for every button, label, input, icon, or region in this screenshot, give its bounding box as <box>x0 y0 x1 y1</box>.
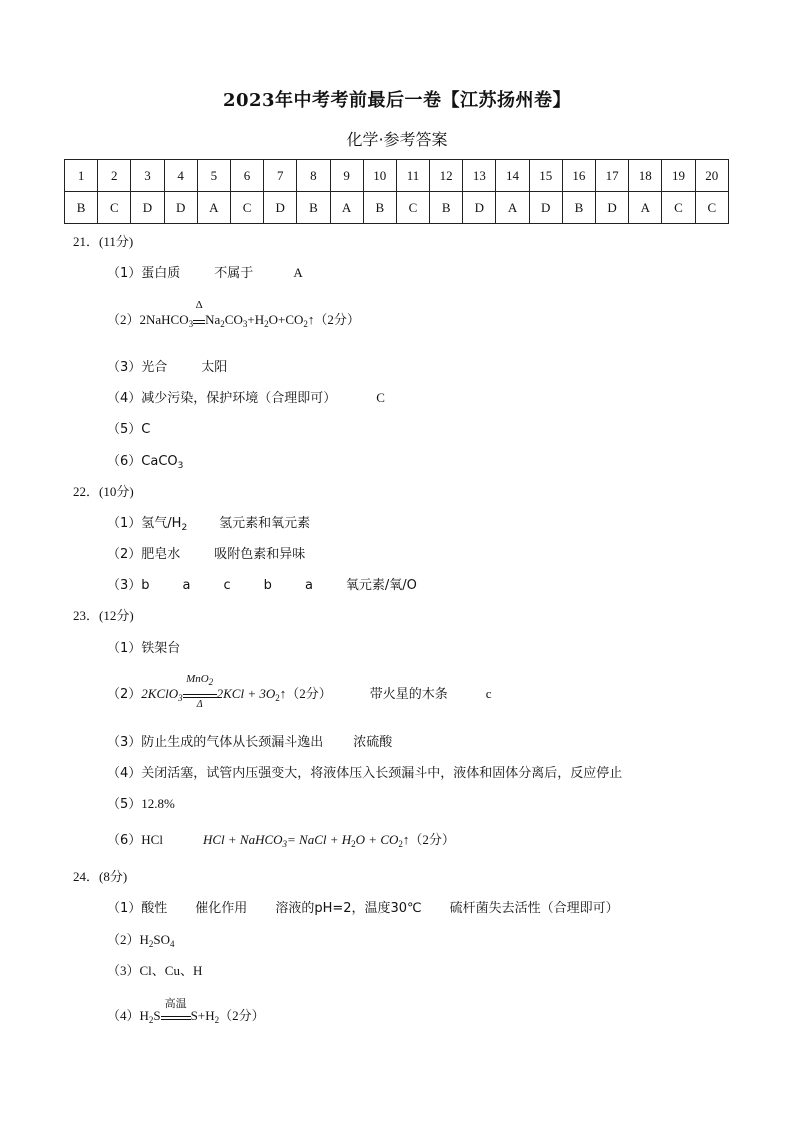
answer-table-number-cell: 11 <box>396 160 429 192</box>
answer-table-number-cell: 5 <box>197 160 230 192</box>
answer-table-answer-cell: D <box>596 192 629 224</box>
q24-line-4: $(4)H_2S$ 高温 $S+H_2(2$分） <box>107 998 265 1025</box>
answer-table-answer-cell: B <box>65 192 98 224</box>
answer-table-answer-cell: C <box>98 192 131 224</box>
answer-table-number-cell: 1 <box>65 160 98 192</box>
answer-table-answer-cell: B <box>562 192 595 224</box>
q24-line-3: （3）Cl、Cu、H <box>107 963 203 978</box>
q22-header: 22．(10分) <box>73 484 134 499</box>
answer-table-number-cell: 8 <box>297 160 330 192</box>
answer-table-answer-cell: A <box>330 192 363 224</box>
q21-line-5: （5）C <box>107 422 151 437</box>
q21-header: 21．(11分) <box>73 234 134 249</box>
answer-table-answer-row <box>65 192 729 224</box>
q23-header: 23．(12分) <box>73 608 134 623</box>
answer-table-answer-cell: A <box>629 192 662 224</box>
answer-table-number-cell: 3 <box>131 160 164 192</box>
answer-table-answer-cell: C <box>662 192 695 224</box>
q23-line-3: （3）防止生成的气体从长颈漏斗逸出 浓硫酸 <box>107 735 393 750</box>
q24-line-2: $(2)H_2SO_4$ <box>107 932 175 949</box>
answer-table-answer-cell: D <box>164 192 197 224</box>
answer-table-number-cell: 12 <box>430 160 463 192</box>
answer-table-answer-cell: C <box>695 192 728 224</box>
answer-table-answer-cell: B <box>297 192 330 224</box>
answer-table-answer-cell: C <box>230 192 263 224</box>
answer-table-number-cell: 10 <box>363 160 396 192</box>
answer-table-answer-cell: A <box>496 192 529 224</box>
q24-header: 24．(8分) <box>73 869 128 884</box>
page-subtitle: 化学·参考答案 <box>346 130 448 149</box>
q21-line-2: （2）2NaHCO$_3$ Δ $Na_2CO_3+H_2O+CO_2↑(2$分） <box>107 299 360 329</box>
answer-table-number-cell: 18 <box>629 160 662 192</box>
q24-line-1: （1）酸性 催化作用 溶液的pH=2，温度30℃ 硫杆菌失去活性（合理即可） <box>107 901 619 916</box>
answer-table-answer-cell: D <box>264 192 297 224</box>
answer-table-number-cell: 16 <box>562 160 595 192</box>
answer-table-number-cell: 20 <box>695 160 728 192</box>
q23-line-2: （2）2KClO$_3$ MnO$_2$ Δ $2KCl + 3O_2↑(2$分） 带火星的木条 c <box>107 673 492 710</box>
answer-table-number-cell: 14 <box>496 160 529 192</box>
answer-table-answer-cell: B <box>363 192 396 224</box>
q21-line-1: （1）蛋白质 不属于 A <box>107 265 303 281</box>
answer-table-answer-cell: D <box>529 192 562 224</box>
page-title: 2023年中考考前最后一卷【江苏扬州卷】 <box>222 90 572 111</box>
answer-table-number-cell: 4 <box>164 160 197 192</box>
answer-table <box>64 159 729 224</box>
q21-line-6: （6）CaCO$_3$ <box>107 454 184 471</box>
answer-table-answer-cell: D <box>131 192 164 224</box>
answer-table-number-cell: 13 <box>463 160 496 192</box>
q22-line-1: （1）氢气$/H_2$ 氢元素和氧元素 <box>107 516 311 533</box>
answer-table-answer-cell: A <box>197 192 230 224</box>
q23-line-4: （4）关闭活塞，试管内压强变大，将液体压入长颈漏斗中，液体和固体分离后，反应停止 <box>107 766 623 781</box>
q23-line-5: （5）12.8% <box>107 796 175 812</box>
answer-table-number-cell: 9 <box>330 160 363 192</box>
answer-table-answer-cell: B <box>430 192 463 224</box>
q23-line-1: （1）铁架台 <box>107 641 181 656</box>
answer-table-number-cell: 15 <box>529 160 562 192</box>
answer-table-number-row <box>65 160 729 192</box>
q22-line-2: （2）肥皂水 吸附色素和异味 <box>107 547 306 562</box>
answer-table-number-cell: 7 <box>264 160 297 192</box>
q22-line-3: （3）b a c b a 氧元素/氧/O <box>107 578 417 593</box>
answer-table-number-cell: 2 <box>98 160 131 192</box>
answer-table-number-cell: 19 <box>662 160 695 192</box>
q21-line-4: （4）减少污染，保护环境（合理即可） C <box>107 390 385 406</box>
answer-table-answer-cell: D <box>463 192 496 224</box>
q21-line-3: （3）光合 太阳 <box>107 360 228 375</box>
answer-table-number-cell: 6 <box>230 160 263 192</box>
answer-table-number-cell: 17 <box>596 160 629 192</box>
q23-line-6: （6）HCl HCl + NaHCO$_3$= NaCl + $H_2O$ + $CO_2↑(2$分） <box>107 832 455 849</box>
answer-table-answer-cell: C <box>396 192 429 224</box>
